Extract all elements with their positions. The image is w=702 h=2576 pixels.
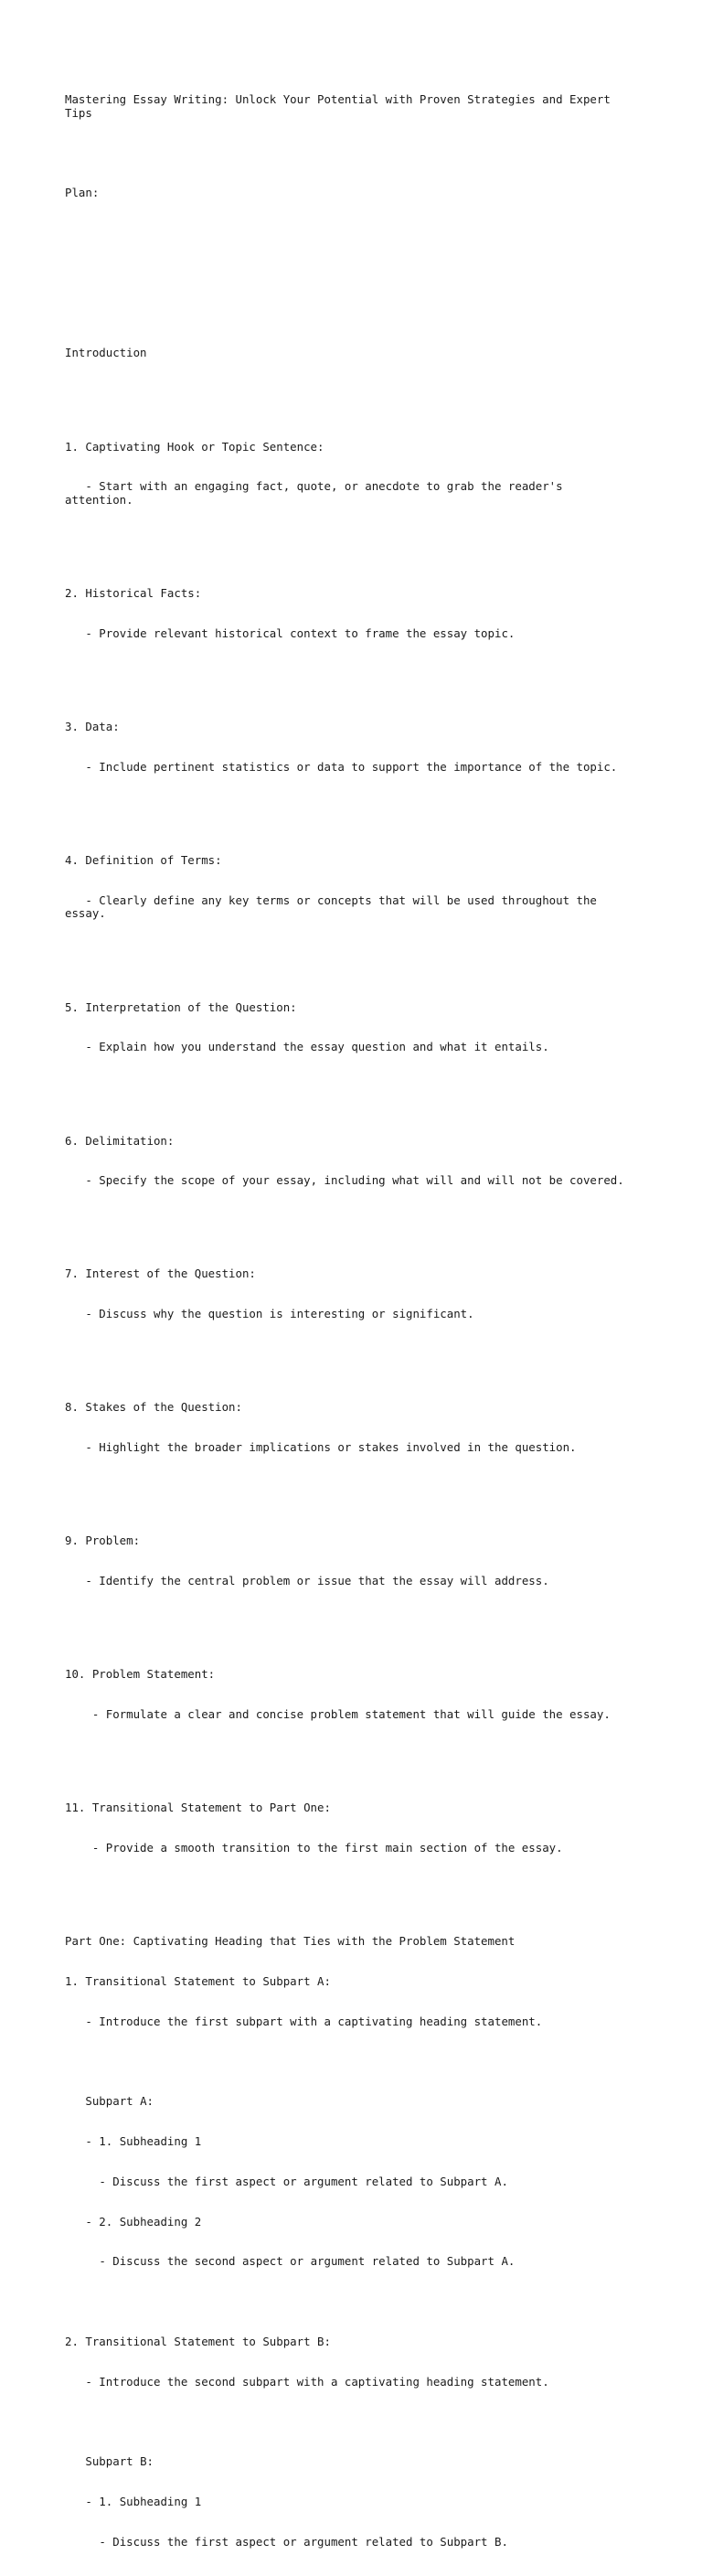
intro-item-detail: - Formulate a clear and concise problem statement that will guide the essay.: [65, 1707, 611, 1722]
blank-line: [65, 1748, 650, 1762]
subpart-a-subheading-2-detail: - Discuss the second aspect or argument related to Subpart A.: [65, 2254, 516, 2269]
intro-item-detail: - Identify the central problem or issue that the essay will address.: [65, 1574, 549, 1588]
blank-line: [65, 668, 650, 681]
blank-line: [65, 1615, 650, 1629]
blank-line: [65, 801, 650, 815]
intro-item-detail: - Provide a smooth transition to the first main section of the essay.: [65, 1840, 563, 1855]
blank-line: [65, 2295, 650, 2309]
intro-item-heading: 2. Historical Facts:: [65, 586, 202, 601]
blank-line: [65, 307, 650, 321]
subpart-a-subheading-1-detail: - Discuss the first aspect or argument related to Subpart A.: [65, 2174, 508, 2188]
blank-line: [65, 1081, 650, 1095]
blank-line: [65, 147, 650, 161]
subpart-a-subheading-1: - 1. Subheading 1: [65, 2134, 202, 2149]
transition-a-heading: 1. Transitional Statement to Subpart A:: [65, 1973, 331, 1988]
intro-item-detail: - Explain how you understand the essay question and what it entails.: [65, 1040, 549, 1054]
document-body: [65, 67, 650, 2576]
blank-line: [65, 267, 650, 281]
intro-item-detail: - Discuss why the question is interesting or significant.: [65, 1307, 474, 1321]
intro-item-heading: 5. Interpretation of the Question:: [65, 999, 297, 1014]
blank-line: [65, 1882, 650, 1896]
transition-b-heading: 2. Transitional Statement to Subpart B:: [65, 2334, 331, 2348]
intro-item-heading: 9. Problem:: [65, 1534, 141, 1548]
blank-line: [65, 1481, 650, 1495]
intro-item-detail: - Start with an engaging fact, quote, or anecdote to grab the reader's attention.: [65, 479, 563, 507]
plan-label: Plan:: [65, 186, 100, 200]
blank-line: [65, 947, 650, 961]
transition-b-detail: - Introduce the second subpart with a captivating heading statement.: [65, 2374, 549, 2389]
subpart-b-subheading-1: - 1. Subheading 1: [65, 2495, 202, 2509]
part-one-heading: Part One: Captivating Heading that Ties with the Problem Statement: [65, 1934, 516, 1949]
blank-line: [65, 2055, 650, 2068]
blank-line: [65, 1348, 650, 1362]
document-title: Mastering Essay Writing: Unlock Your Potential with Proven Strategies and Expert Tips: [65, 92, 611, 120]
intro-item-heading: 4. Definition of Terms:: [65, 853, 222, 868]
intro-item-detail: - Include pertinent statistics or data to support the importance of the topic.: [65, 759, 618, 774]
subpart-a-label: Subpart A:: [65, 2094, 154, 2109]
transition-a-detail: - Introduce the first subpart with a captivating heading statement.: [65, 2014, 543, 2028]
intro-item-detail: - Clearly define any key terms or concepts that will be used throughout the essay.: [65, 893, 597, 921]
intro-item-detail: - Highlight the broader implications or stakes involved in the question.: [65, 1440, 577, 1455]
intro-item-detail: - Specify the scope of your essay, including what will and will not be covered.: [65, 1173, 624, 1188]
subpart-b-subheading-1-detail: - Discuss the first aspect or argument related to Subpart B.: [65, 2534, 508, 2549]
intro-item-heading: 1. Captivating Hook or Topic Sentence:: [65, 439, 324, 454]
blank-line: [65, 387, 650, 401]
blank-line: [65, 1214, 650, 1228]
intro-item-detail: - Provide relevant historical context to frame the essay topic.: [65, 625, 516, 640]
intro-heading: Introduction: [65, 346, 147, 360]
intro-item-heading: 3. Data:: [65, 720, 120, 734]
subpart-b-label: Subpart B:: [65, 2454, 154, 2469]
blank-line: [65, 534, 650, 548]
intro-item-heading: 10. Problem Statement:: [65, 1667, 216, 1682]
blank-line: [65, 2416, 650, 2430]
intro-item-heading: 8. Stakes of the Question:: [65, 1400, 242, 1415]
intro-item-heading: 7. Interest of the Question:: [65, 1267, 256, 1281]
subpart-a-subheading-2: - 2. Subheading 2: [65, 2214, 202, 2229]
intro-item-heading: 11. Transitional Statement to Part One:: [65, 1801, 331, 1815]
intro-item-heading: 6. Delimitation:: [65, 1133, 175, 1148]
blank-line: [65, 227, 650, 240]
